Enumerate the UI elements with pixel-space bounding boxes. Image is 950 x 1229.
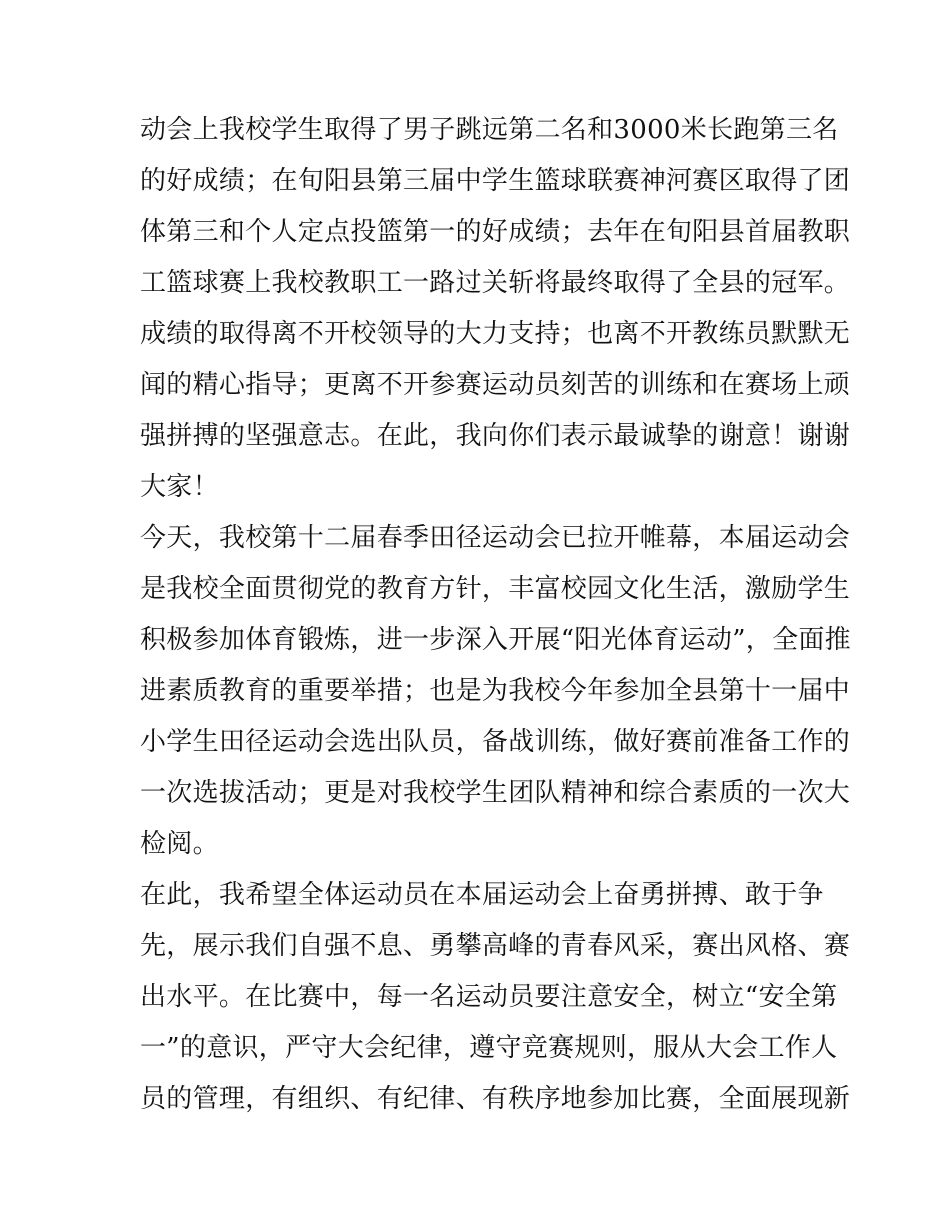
text-line: 一”的意识，严守大会纪律，遵守竞赛规则，服从大会工作人 [140,1033,838,1063]
text-line: 强拼搏的坚强意志。在此，我向你们表示最诚挚的谢意！谢谢 [140,421,851,451]
text-line: 积极参加体育锻炼，进一步深入开展“阳光体育运动”，全面推 [140,625,851,655]
text-line: 闻的精心指导；更离不开参赛运动员刻苦的训练和在赛场上顽 [140,370,851,400]
document-body-text [140,105,851,1125]
text-line: 是我校全面贯彻党的教育方针，丰富校园文化生活，激励学生 [140,574,851,604]
text-line: 今天，我校第十二届春季田径运动会已拉开帷幕，本届运动会 [140,523,851,553]
text-line: 成绩的取得离不开校领导的大力支持；也离不开教练员默默无 [140,319,851,349]
text-line: 员的管理，有组织、有纪律、有秩序地参加比赛，全面展现新 [140,1084,851,1114]
text-line: 在此，我希望全体运动员在本届运动会上奋勇拼搏、敢于争 [140,880,824,910]
text-line: 出水平。在比赛中，每一名运动员要注意安全，树立“安全第 [140,982,838,1012]
text-line: 大家！ [140,472,219,502]
text-line: 小学生田径运动会选出队员，备战训练，做好赛前准备工作的 [140,727,851,757]
text-line: 的好成绩；在旬阳县第三届中学生篮球联赛神河赛区取得了团 [140,166,851,196]
text-line: 工篮球赛上我校教职工一路过关斩将最终取得了全县的冠军。 [140,268,851,298]
text-line: 体第三和个人定点投篮第一的好成绩；去年在旬阳县首届教职 [140,217,851,247]
text-line: 检阅。 [140,829,219,859]
text-line: 先，展示我们自强不息、勇攀高峰的青春风采，赛出风格、赛 [140,931,851,961]
text-line: 进素质教育的重要举措；也是为我校今年参加全县第十一届中 [140,676,851,706]
text-line: 一次选拔活动；更是对我校学生团队精神和综合素质的一次大 [140,778,851,808]
text-line: 动会上我校学生取得了男子跳远第二名和3000米长跑第三名 [140,115,839,145]
